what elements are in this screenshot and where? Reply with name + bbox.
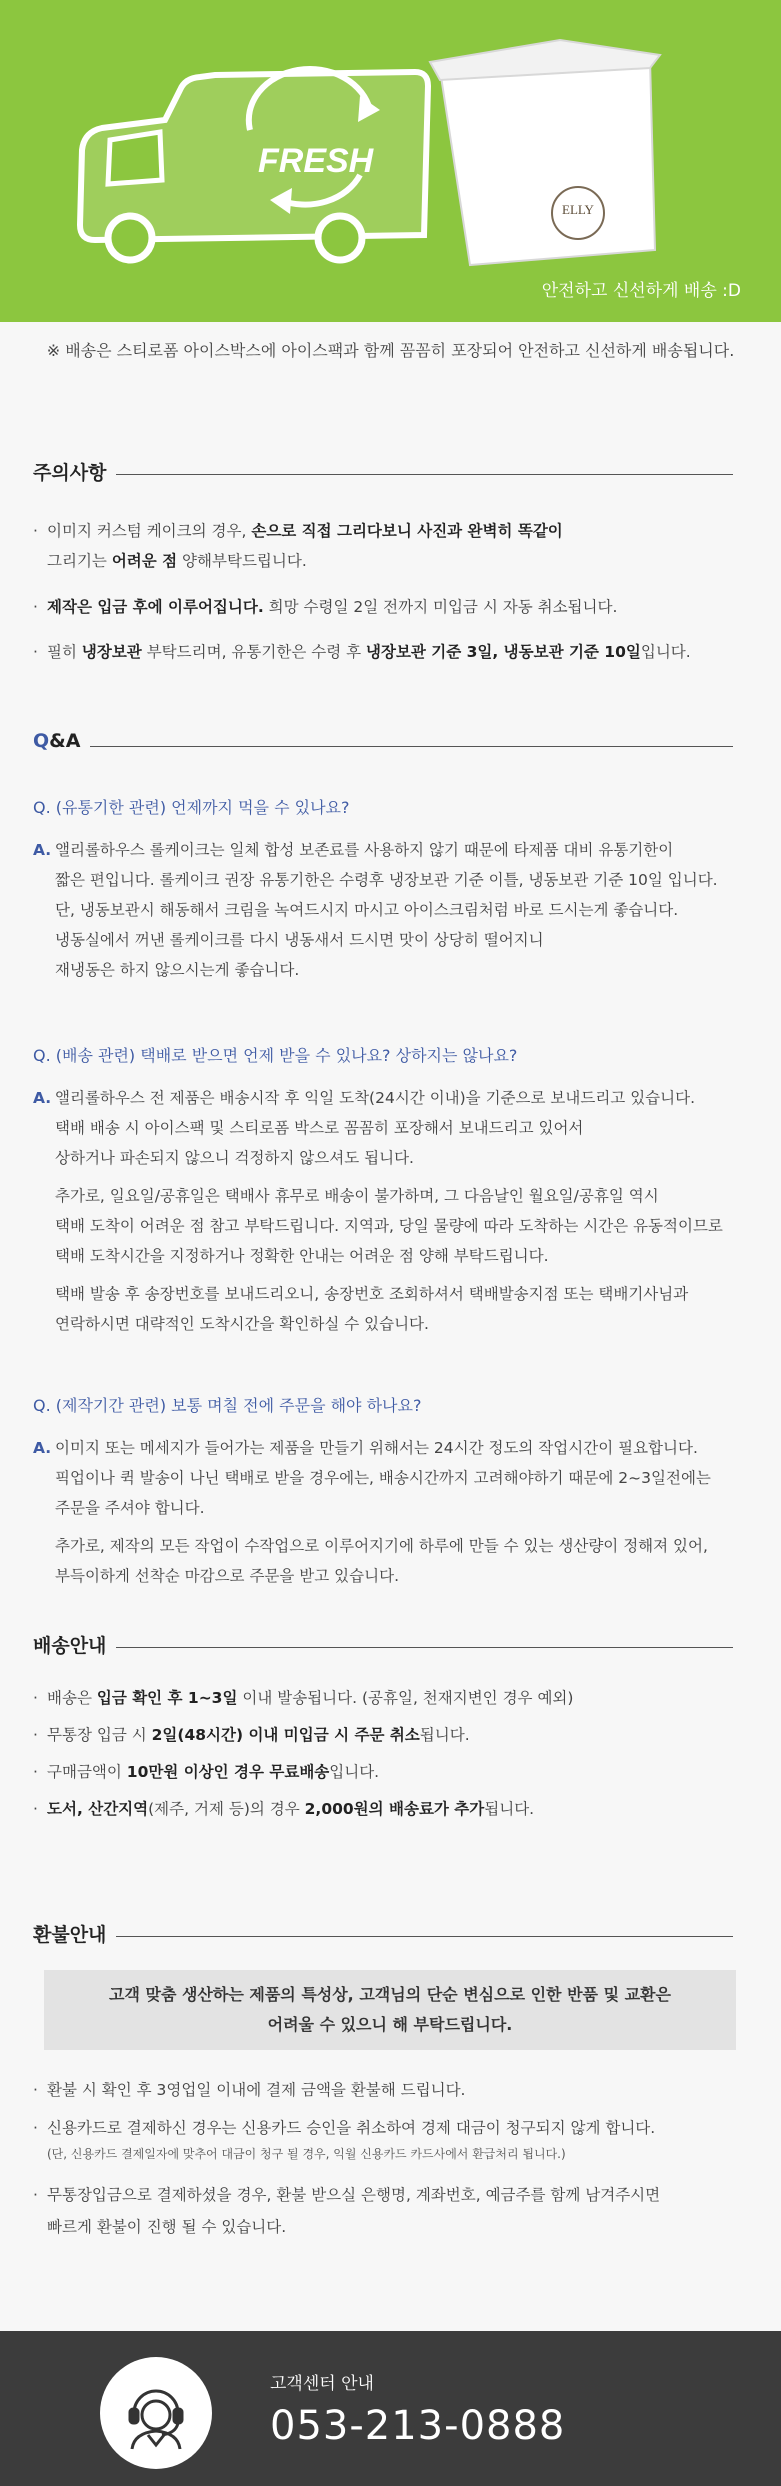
- qa-answer-1: A. 앨리롤하우스 롤케이크는 일체 합성 보존료를 사용하지 않기 때문에 타제품 대비 유통기한이 짧은 편입니다. 롤케이크 권장 유통기한은 수령후 냉장보관 기준 이틀, 냉동보관 기준 10일 입니다. 단, 냉동보관시 해동해서 크림을 녹여드시지 마시고 아이스크림처럼 바로 드시는게 좋습니다. 냉동실에서 꺼낸 롤케이크를 다시 냉동새서 드시면 맛이 상당히 떨어지니 재냉동은 하지 않으시는게 좋습니다.: [33, 841, 718, 979]
- svg-text:ELLY: ELLY: [562, 202, 594, 217]
- fresh-truck-illustration: [0, 0, 781, 322]
- caution-section-header: [33, 458, 733, 488]
- fresh-label: FRESH: [258, 142, 374, 180]
- refund-section-header: [33, 1920, 733, 1950]
- refund-item-3: · 무통장입금으로 결제하셨을 경우, 환불 받으실 은행명, 계좌번호, 예금주를 함께 남겨주시면 빠르게 환불이 진행 될 수 있습니다.: [33, 2186, 661, 2236]
- delivery-item: · 배송은 입금 확인 후 1~3일 이내 발송됩니다. (공휴일, 천재지변인 경우 예외): [33, 1689, 574, 1707]
- qa-answer-2: A. 앨리롤하우스 전 제품은 배송시작 후 익일 도착(24시간 이내)을 기준으로 보내드리고 있습니다. 택배 배송 시 아이스팩 및 스티로폼 박스로 꼼꼼히 포장해서 보내드리고 있어서 상하거나 파손되지 않으니 걱정하지 않으셔도 됩니다. 추가로, 일요일/공휴일은 택배사 휴무로 배송이 불가하며, 그 다음날인 월요일/공휴일 역시 택배 도착이 어려운 점 참고 부탁드립니다. 지역과, 당일 물량에 따라 도착하는 시간은 유동적이므로 택배 도착시간을 지정하거나 정확한 안내는 어려운 점 양해 부탁드립니다. 택배 발송 후 송장번호를 보내드리오니, 송장번호 조회하셔서 택배발송지점 또는 택배기사님과 연락하시면 대략적인 도착시간을 확인하실 수 있습니다.: [33, 1089, 723, 1333]
- refund-small-note: (단, 신용카드 결제일자에 맞추어 대금이 청구 될 경우, 익월 신용카드 카드사에서 환급처리 됩니다.): [47, 2147, 566, 2161]
- customer-center-label: 고객센터 안내: [270, 2374, 374, 2394]
- delivery-item: · 도서, 산간지역(제주, 거제 등)의 경우 2,000원의 배송료가 추가됩니다.: [33, 1800, 535, 1818]
- delivery-title: 배송안내: [33, 1631, 116, 1658]
- refund-notice-box: 고객 맞춤 생산하는 제품의 특성상, 고객님의 단순 변심으로 인한 반품 및 교환은 어려울 수 있으니 해 부탁드립니다.: [44, 1970, 736, 2050]
- qa-question-3: Q. (제작기간 관련) 보통 며칠 전에 주문을 해야 하나요?: [33, 1396, 422, 1415]
- refund-title: 환불안내: [33, 1920, 116, 1947]
- caution-item-3: · 필히 냉장보관 부탁드리며, 유통기한은 수령 후 냉장보관 기준 3일, 냉동보관 기준 10일입니다.: [33, 643, 691, 661]
- qa-question-1: Q. (유통기한 관련) 언제까지 먹을 수 있나요?: [33, 798, 350, 817]
- delivery-list: [33, 1680, 573, 1828]
- delivery-item: · 구매금액이 10만원 이상인 경우 무료배송입니다.: [33, 1763, 380, 1781]
- shipping-note: ※ 배송은 스티로폼 아이스박스에 아이스팩과 함께 꼼꼼히 포장되어 안전하고 신선하게 배송됩니다.: [46, 341, 735, 360]
- refund-item-1: · 환불 시 확인 후 3영업일 이내에 결제 금액을 환불해 드립니다.: [33, 2081, 466, 2099]
- customer-center-phone[interactable]: 053-213-0888: [270, 2403, 566, 2449]
- caution-item-1: · 이미지 커스텀 케이크의 경우, 손으로 직접 그리다보니 사진과 완벽히 똑같이 그리기는 어려운 점 양해부탁드립니다.: [33, 522, 563, 570]
- qa-answer-3: A. 이미지 또는 메세지가 들어가는 제품을 만들기 위해서는 24시간 정도의 작업시간이 필요합니다. 픽업이나 퀵 발송이 나닌 택배로 받을 경우에는, 배송시간까지 고려해야하기 때문에 2~3일전에는 주문을 주셔야 합니다. 추가로, 제작의 모든 작업이 수작업으로 이루어지기에 하루에 만들 수 있는 생산량이 정해져 있어, 부득이하게 선착순 마감으로 주문을 받고 있습니다.: [33, 1439, 711, 1585]
- headset-agent-icon: [100, 2357, 212, 2469]
- qa-section-header: [33, 730, 733, 760]
- caution-item-2: · 제작은 입금 후에 이루어집니다. 희망 수령일 2일 전까지 미입금 시 자동 취소됩니다.: [33, 598, 618, 616]
- delivery-item: · 무통장 입금 시 2일(48시간) 이내 미입금 시 주문 취소됩니다.: [33, 1726, 470, 1744]
- caution-title: 주의사항: [33, 458, 116, 485]
- delivery-section-header: [33, 1631, 733, 1661]
- refund-item-2: · 신용카드로 결제하신 경우는 신용카드 승인을 취소하여 경제 대금이 청구되지 않게 합니다. (단, 신용카드 결제일자에 맞추어 대금이 청구 될 경우, 익월 신용카드 카드사에서 환급처리 됩니다.): [33, 2115, 655, 2167]
- customer-center-footer: [0, 2331, 781, 2486]
- hero-caption: 안전하고 신선하게 배송 :D: [541, 281, 741, 301]
- qa-title: Q&A: [33, 730, 90, 752]
- hero-banner: [0, 0, 781, 322]
- qa-question-2: Q. (배송 관련) 택배로 받으면 언제 받을 수 있나요? 상하지는 않나요?: [33, 1046, 518, 1065]
